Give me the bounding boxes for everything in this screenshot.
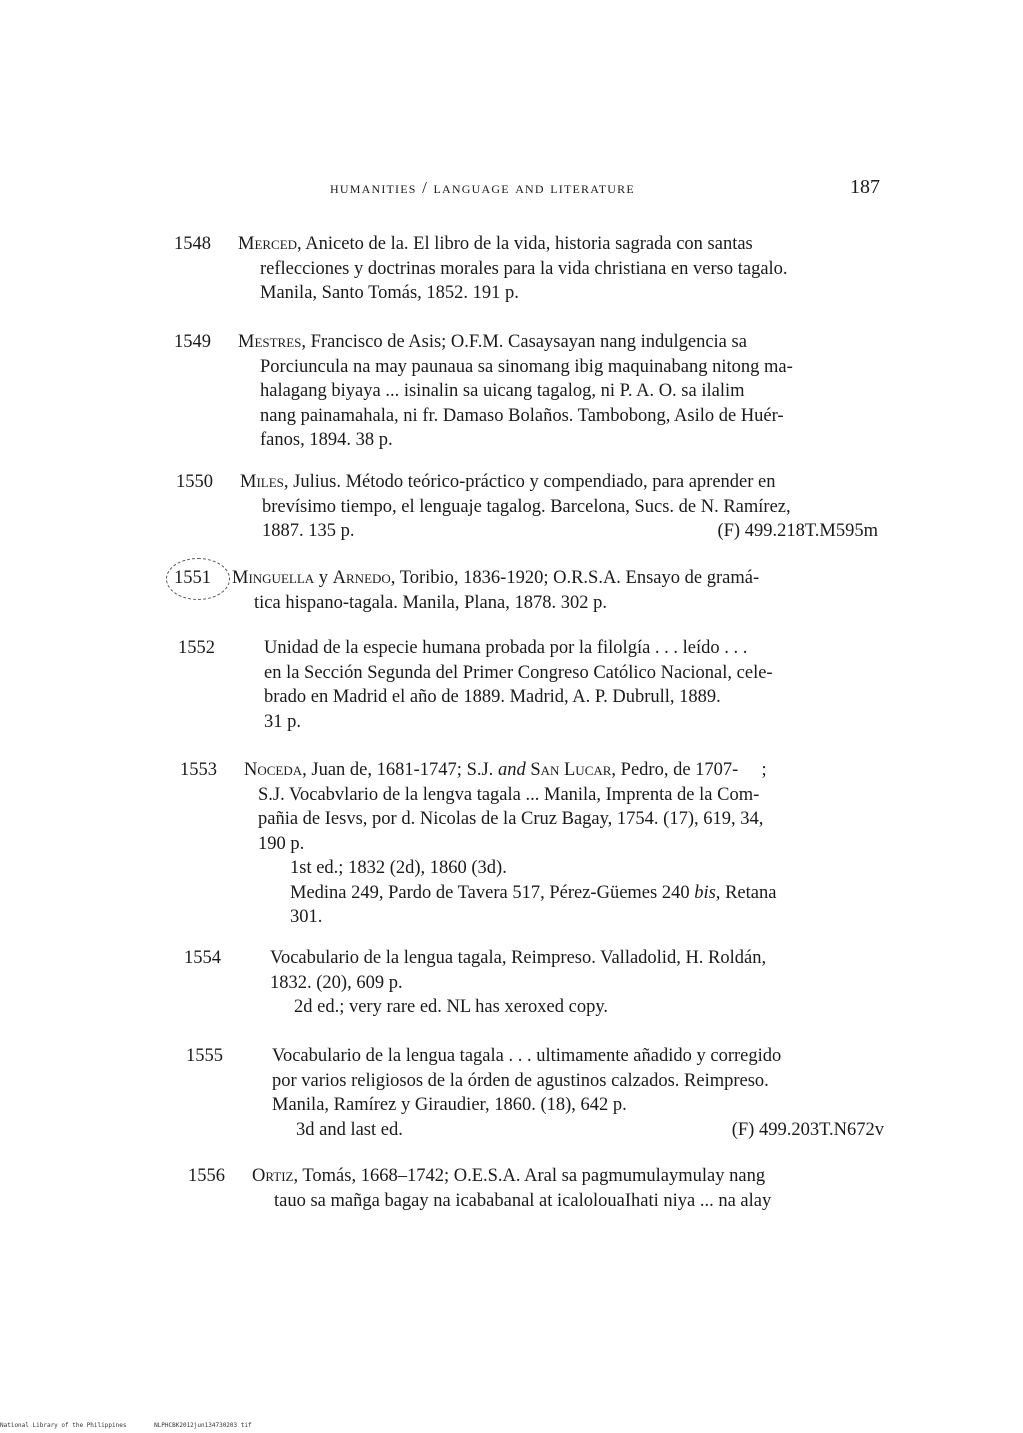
call-number: (F) 499.218T.M595m bbox=[717, 521, 878, 541]
call-number: (F) 499.203T.N672v bbox=[731, 1119, 884, 1140]
entry-number: 1555 bbox=[186, 1046, 223, 1066]
entry-text: reflecciones y doctrinas morales para la vida christiana en verso tagalo. bbox=[260, 258, 788, 279]
entry-number: 1552 bbox=[178, 638, 215, 658]
entry-author: Mestres, bbox=[238, 332, 307, 352]
entry-number: 1550 bbox=[176, 472, 213, 492]
entry-number: 1554 bbox=[184, 948, 221, 968]
entry-author: San Lucar, bbox=[525, 760, 617, 780]
entry-text: 1832. (20), 609 p. bbox=[270, 972, 403, 993]
entry-number: 1548 bbox=[174, 234, 211, 254]
entry-text: Porciuncula na may paunaua sa sinomang ibig maquinabang nitong ma- bbox=[260, 356, 793, 377]
footer-scan-id: NLPHCBK2012jun134730203 tif bbox=[154, 1422, 252, 1429]
entry-1549 bbox=[174, 330, 793, 453]
entry-text: Manila, Ramírez y Giraudier, 1860. (18), 642 p. bbox=[272, 1095, 627, 1115]
entry-note: 1st ed.; 1832 (2d), 1860 (3d). bbox=[290, 858, 507, 878]
entry-1556 bbox=[188, 1164, 771, 1213]
entry-1553 bbox=[180, 758, 776, 930]
entry-text: fanos, 1894. 38 p. bbox=[260, 430, 393, 450]
entry-text: Vocabulario de la lengua tagala . . . ultimamente añadido y corregido bbox=[272, 1046, 782, 1066]
entry-text: brado en Madrid el año de 1889. Madrid, A. P. Dubrull, 1889. bbox=[264, 687, 721, 707]
entry-text: S.J. Vocabvlario de la lengva tagala ... Manila, Imprenta de la Com- bbox=[258, 784, 760, 805]
entry-text: Manila, Santo Tomás, 1852. 191 p. bbox=[260, 283, 519, 303]
entry-1554 bbox=[184, 946, 766, 1020]
handwritten-circle-mark bbox=[166, 558, 230, 600]
entry-note: 2d ed.; very rare ed. NL has xeroxed copy. bbox=[294, 997, 609, 1017]
entry-text: Unidad de la especie humana probada por la filolgía . . . leído . . . bbox=[264, 638, 748, 658]
scan-footer bbox=[0, 1422, 276, 1429]
page-number: 187 bbox=[850, 176, 880, 198]
entry-author: Ortiz, bbox=[252, 1166, 299, 1186]
entry-note: Retana bbox=[720, 882, 777, 903]
entry-text: tica hispano-tagala. Manila, Plana, 1878. 302 p. bbox=[254, 592, 607, 613]
entry-text: en la Sección Segunda del Primer Congreso Católico Nacional, cele- bbox=[264, 662, 773, 683]
entry-text: Vocabulario de la lengua tagala, Reimpreso. Valladolid, H. Roldán, bbox=[270, 948, 767, 968]
entry-note: 3d and last ed. bbox=[296, 1119, 403, 1140]
entry-note: bis, bbox=[694, 882, 721, 903]
entry-number: 1556 bbox=[188, 1166, 225, 1186]
entry-1550 bbox=[176, 470, 878, 544]
entry-text: brevísimo tiempo, el lenguaje tagalog. Barcelona, Sucs. de N. Ramírez, bbox=[262, 496, 791, 517]
entry-text: 1887. 135 p. bbox=[262, 521, 355, 541]
entry-text: y bbox=[314, 568, 333, 588]
footer-library: National Library of the Philippines bbox=[0, 1422, 127, 1429]
entry-text: 31 p. bbox=[264, 711, 301, 732]
entry-1555 bbox=[186, 1044, 884, 1142]
entry-author: Merced, bbox=[238, 234, 302, 254]
entry-author: Arnedo, bbox=[332, 568, 396, 588]
entry-text: Julius. Método teórico-práctico y compendiado, para aprender en bbox=[288, 472, 776, 492]
entry-text: 190 p. bbox=[258, 833, 305, 854]
running-title: humanities / language and literature bbox=[330, 178, 635, 197]
entry-text: Aniceto de la. El libro de la vida, historia sagrada con santas bbox=[301, 234, 753, 254]
entry-number: 1549 bbox=[174, 332, 211, 352]
entry-author: Miles, bbox=[240, 472, 289, 492]
entry-text: Tomás, 1668–1742; O.E.S.A. Aral sa pagmumulaymulay nang bbox=[298, 1166, 766, 1186]
entry-text: nang painamahala, ni fr. Damaso Bolaños. Tambobong, Asilo de Huér- bbox=[260, 405, 784, 426]
entry-number: 1553 bbox=[180, 760, 217, 780]
entry-text: and bbox=[497, 760, 526, 780]
entry-text: tauo sa mañga bagay na icababanal at icalolouaIhati niya ... na alay bbox=[274, 1190, 772, 1211]
entry-text: Toribio, 1836-1920; O.R.S.A. Ensayo de gramá- bbox=[395, 568, 760, 588]
entry-author: Noceda, bbox=[244, 760, 307, 780]
entry-note: Medina 249, Pardo de Tavera 517, Pérez-Güemes 240 bbox=[290, 882, 695, 903]
entry-text: por varios religiosos de la órden de agustinos calzados. Reimpreso. bbox=[272, 1070, 769, 1091]
entry-note: 301. bbox=[290, 907, 323, 927]
entry-text: halagang biyaya ... isinalin sa uicang tagalog, ni P. A. O. sa ilalim bbox=[260, 381, 745, 401]
entry-text: Francisco de Asis; O.F.M. Casaysayan nang indulgencia sa bbox=[306, 332, 747, 352]
entry-author: Minguella bbox=[232, 568, 315, 588]
entry-text: pañia de Iesvs, por d. Nicolas de la Cruz Bagay, 1754. (17), 619, 34, bbox=[258, 809, 764, 829]
entry-1548 bbox=[174, 232, 788, 306]
entry-1552 bbox=[178, 636, 773, 734]
entry-1551 bbox=[174, 566, 759, 615]
running-header bbox=[330, 176, 880, 199]
entry-number: 1551 bbox=[174, 568, 211, 588]
entry-text: Juan de, 1681-1747; S.J. bbox=[306, 760, 498, 780]
entry-text: Pedro, de 1707- ; bbox=[616, 760, 767, 780]
